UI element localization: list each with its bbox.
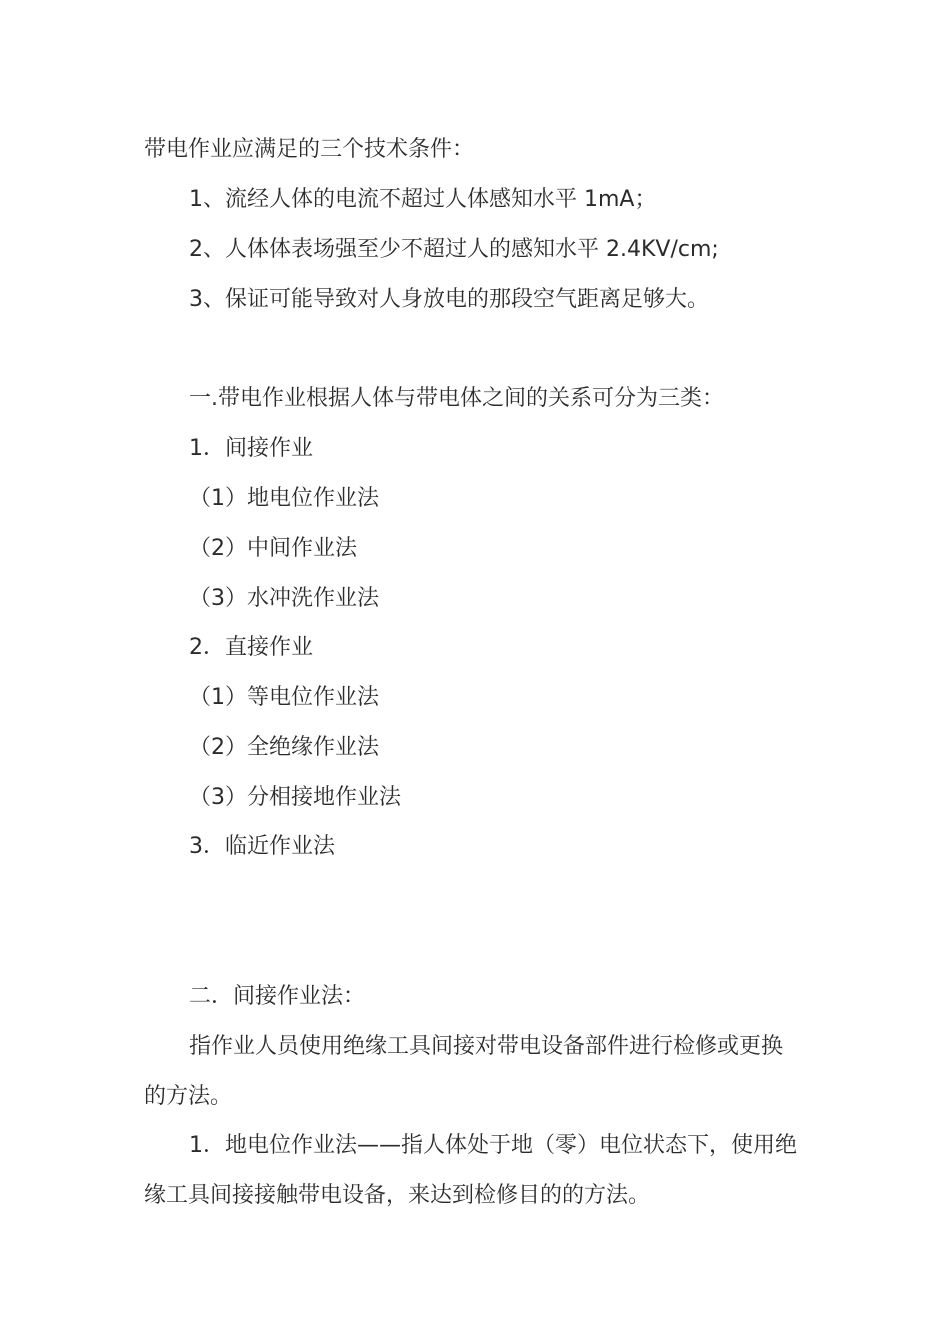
category-proximity: 3．临近作业法 [189,834,335,859]
method-water-washing: （3）水冲洗作业法 [189,586,379,611]
condition-item-2: 2、人体体表场强至少不超过人的感知水平 2.4KV/cm; [189,237,719,262]
indirect-definition-line-1: 指作业人员使用绝缘工具间接对带电设备部件进行检修或更换 [189,1034,784,1059]
category-indirect: 1．间接作业 [189,436,313,461]
section-one-heading: 一.带电作业根据人体与带电体之间的关系可分为三类： [189,386,724,411]
method-ground-potential: （1）地电位作业法 [189,486,379,511]
heading-technical-conditions: 带电作业应满足的三个技术条件： [144,137,475,162]
method-equipotential: （1）等电位作业法 [189,685,379,710]
method-phase-grounding: （3）分相接地作业法 [189,785,401,810]
ground-potential-definition-line-1: 1．地电位作业法——指人体处于地（零）电位状态下，使用绝 [189,1133,797,1158]
method-full-insulation: （2）全绝缘作业法 [189,735,379,760]
category-direct: 2．直接作业 [189,635,313,660]
ground-potential-definition-line-2: 缘工具间接接触带电设备，来达到检修目的的方法。 [144,1183,651,1208]
condition-item-3: 3、保证可能导致对人身放电的那段空气距离足够大。 [189,287,709,312]
condition-item-1: 1、流经人体的电流不超过人体感知水平 1mA； [189,187,657,212]
section-two-heading: 二．间接作业法： [189,984,366,1009]
method-intermediate: （2）中间作业法 [189,536,357,561]
indirect-definition-line-2: 的方法。 [144,1084,233,1109]
